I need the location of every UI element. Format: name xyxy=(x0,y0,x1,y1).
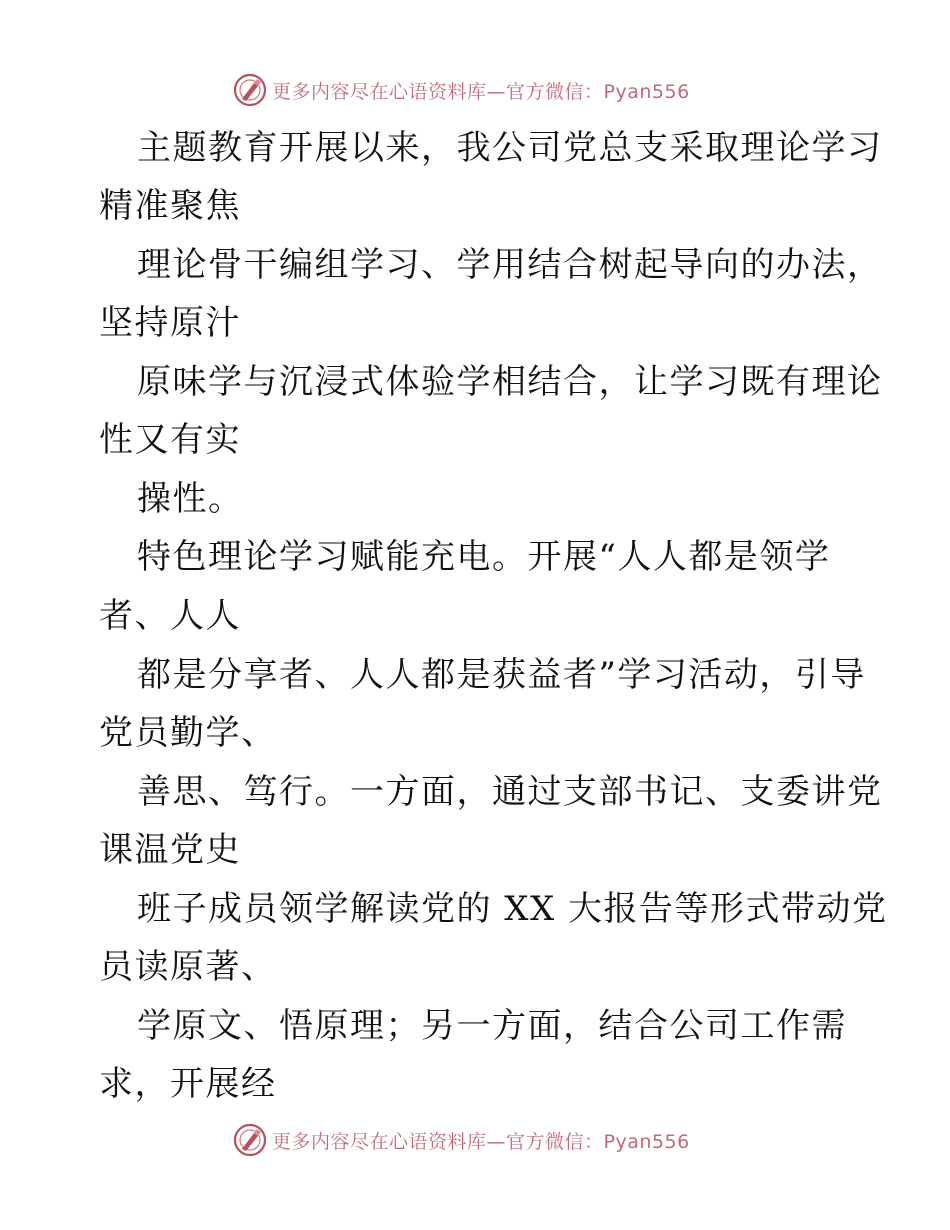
paragraph-line: 者、人人 xyxy=(99,596,241,636)
paragraph-line: 求，开展经 xyxy=(99,1064,277,1104)
paragraph-line: 学原文、悟原理；另一方面，结合公司工作需 xyxy=(137,1006,847,1046)
header-watermark xyxy=(232,70,690,110)
paragraph-line: 都是分享者、人人都是获益者”学习活动，引导 xyxy=(137,655,866,695)
paragraph-line: 党员勤学、 xyxy=(99,713,277,753)
paragraph-line: 性又有实 xyxy=(99,420,241,460)
pen-nib-logo-icon xyxy=(232,1122,268,1158)
watermark-text: 更多内容尽在心语资料库—官方微信：Pyan556 xyxy=(272,80,690,103)
paragraph-line: 特色理论学习赋能充电。开展“人人都是领学 xyxy=(137,537,831,577)
watermark-text: 更多内容尽在心语资料库—官方微信：Pyan556 xyxy=(272,1130,690,1153)
pen-nib-logo-icon xyxy=(232,72,268,108)
footer-watermark xyxy=(232,1120,690,1160)
paragraph-line: 原味学与沉浸式体验学相结合，让学习既有理论 xyxy=(137,362,883,402)
paragraph-line: 主题教育开展以来，我公司党总支采取理论学习 xyxy=(137,128,883,168)
paragraph-line: 班子成员领学解读党的 XX 大报告等形式带动党 xyxy=(137,889,888,929)
paragraph-line: 课温党史 xyxy=(99,830,241,870)
paragraph-line: 坚持原汁 xyxy=(99,303,241,343)
paragraph-line: 操性。 xyxy=(137,479,244,519)
paragraph-line: 理论骨干编组学习、学用结合树起导向的办法， xyxy=(137,245,883,285)
paragraph-line: 精准聚焦 xyxy=(99,186,241,226)
paragraph-line: 善思、笃行。一方面，通过支部书记、支委讲党 xyxy=(137,772,883,812)
paragraph-line: 员读原著、 xyxy=(99,947,277,987)
